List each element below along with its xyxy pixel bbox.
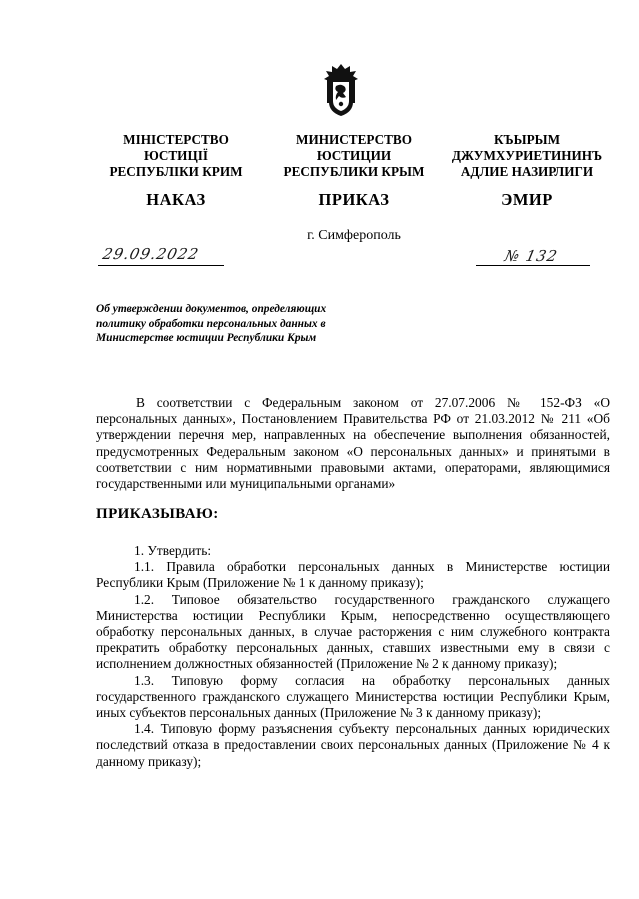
order-item: 1.1. Правила обработки персональных данных в Министерстве юстиции Республики Крым (Приложение № 1 к данному приказу); <box>96 559 610 591</box>
handwritten-date: 29.09.2022 <box>101 245 201 263</box>
order-item: 1.2. Типовое обязательство государственного гражданского служащего Министерства юстиции Республики Крым, непосредственно осуществляющего обработку персональных данных, в случае расторжения с ним служебного контракта прекратить обработку персональных данных, ставших известными ему в связи с исполнением должностных обязанностей (Приложение № 2 к данному приказу); <box>96 591 610 672</box>
doc-type-crimean-tatar: ЭМИР <box>501 190 553 209</box>
order-item: 1.4. Типовую форму разъяснения субъекту персональных данных юридических последствий отказа в предоставлении своих персональных данных (Приложение № 4 к данному приказу); <box>96 721 610 769</box>
number-underline <box>476 265 590 266</box>
preamble-paragraph: В соответствии с Федеральным законом от 27.07.2006 № 152-ФЗ «О персональных данных», Постановлением Правительства РФ от 21.03.2012 № 211 «Об утверждении перечня мер, направленных на обеспечение выполнения обязанностей, предусмотренных Федеральным законом «О персональных данных» и принятыми в соответствии с ним нормативными правовыми актами, операторами, являющимися государственными или муниципальными органами» <box>96 395 610 492</box>
ministry-name-crimean-tatar: КЪЫРЫМ ДЖУМХУРИЕТИНИНЪ АДЛИЕ НАЗИРЛИГИ <box>451 132 603 179</box>
order-subject: Об утверждении документов, определяющих политику обработки персональных данных в Министерстве юстиции Республики Крым <box>96 303 327 345</box>
ministry-name-ukrainian: МІНІСТЕРСТВО ЮСТИЦІЇ РЕСПУБЛІКИ КРИМ <box>109 132 243 179</box>
order-items <box>96 543 610 770</box>
handwritten-number: № 132 <box>503 247 560 265</box>
date-underline <box>98 265 224 266</box>
doc-type-russian: ПРИКАЗ <box>318 190 390 209</box>
crimea-coat-of-arms-icon <box>320 62 362 118</box>
order-item: 1.3. Типовую форму согласия на обработку персональных данных государственного гражданского служащего Министерства юстиции Республики Крым, иных субъектов персональных данных (Приложение № 3 к данному приказу); <box>96 672 610 721</box>
order-word: ПРИКАЗЫВАЮ: <box>96 506 219 522</box>
city: г. Симферополь <box>307 228 401 243</box>
doc-type-ukrainian: НАКАЗ <box>146 190 206 209</box>
order-item: 1. Утвердить: <box>134 543 212 558</box>
ministry-name-russian: МИНИСТЕРСТВО ЮСТИЦИИ РЕСПУБЛИКИ КРЫМ <box>283 132 425 179</box>
